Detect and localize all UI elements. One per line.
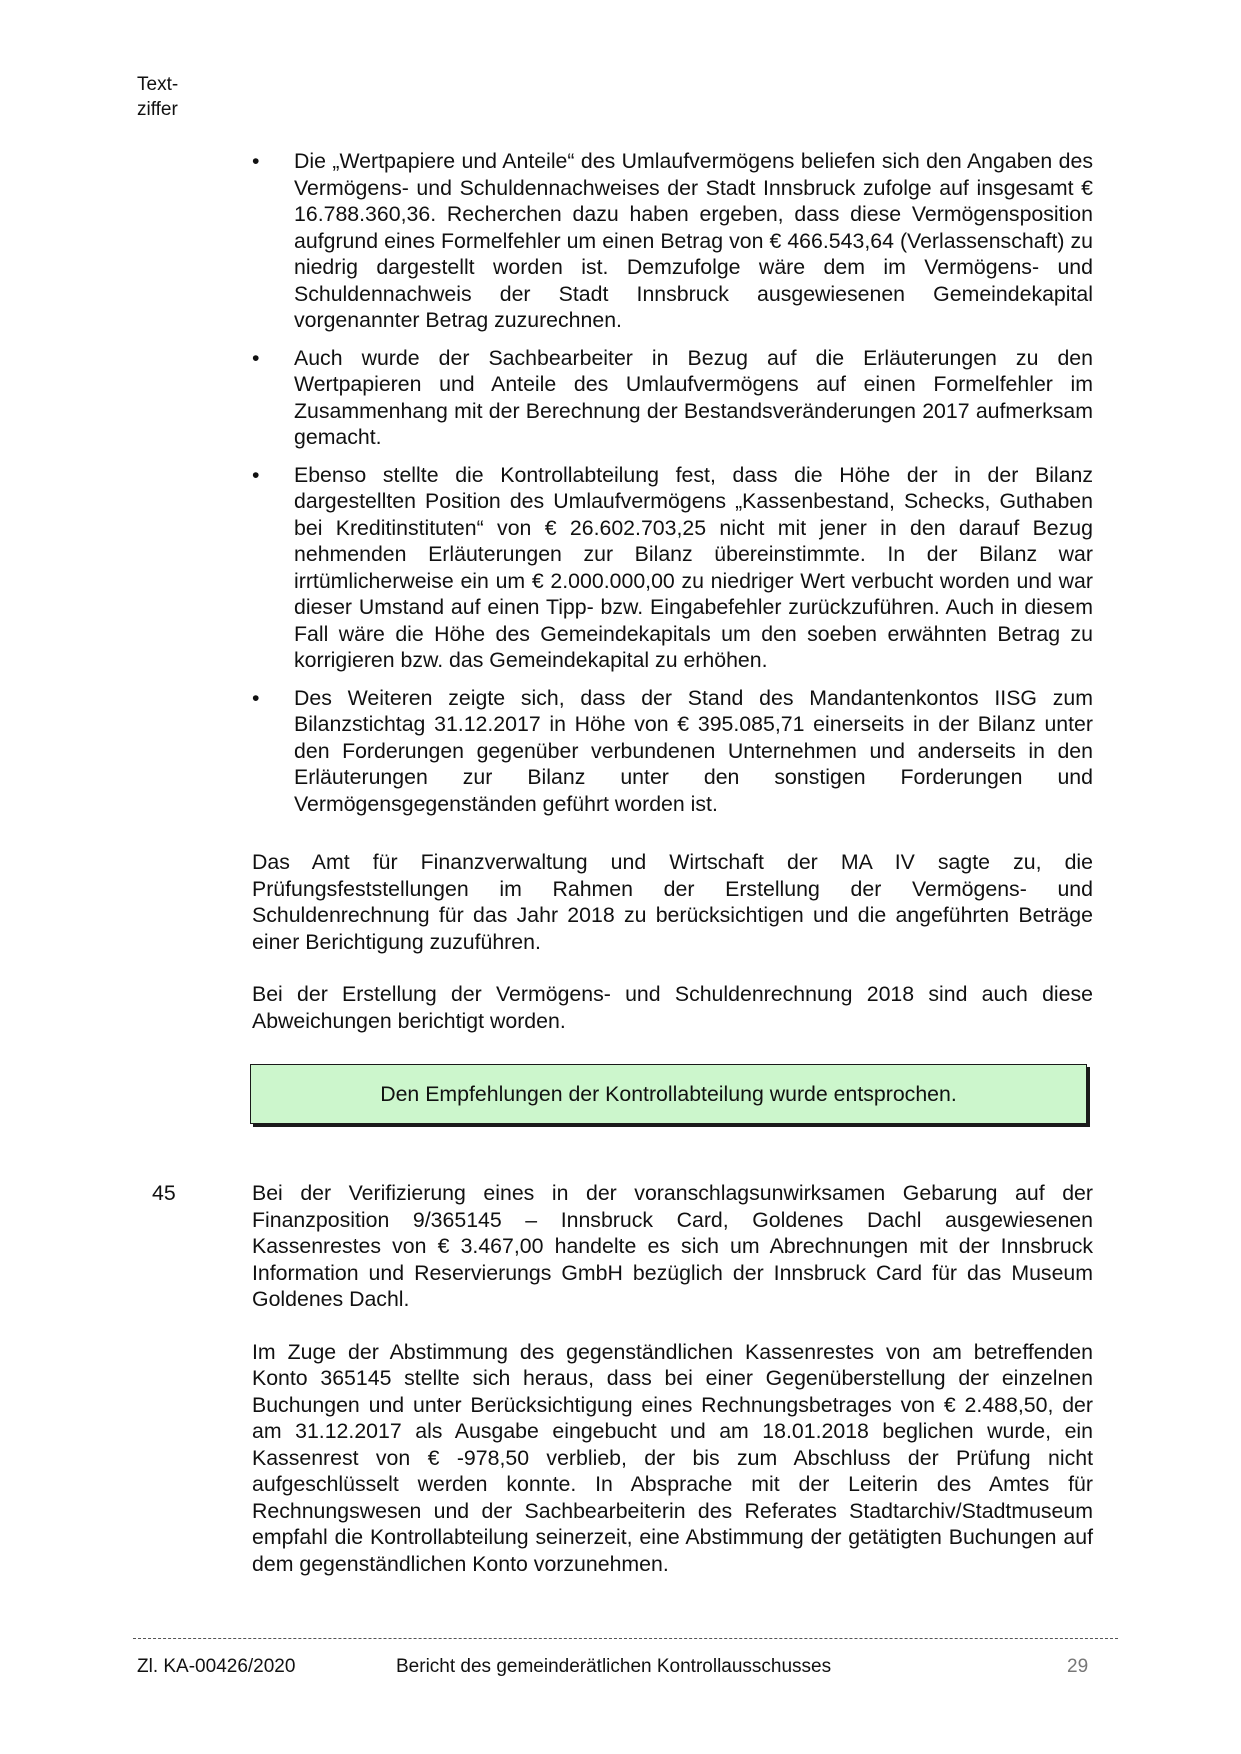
- footer-reference: Zl. KA-00426/2020: [137, 1656, 296, 1677]
- recommendation-callout-box: Den Empfehlungen der Kontrollabteilung wurde entsprochen.: [250, 1064, 1087, 1124]
- paragraph: Bei der Erstellung der Vermögens- und Schuldenrechnung 2018 sind auch diese Abweichungen berichtigt worden.: [252, 982, 1093, 1033]
- paragraph: Im Zuge der Abstimmung des gegenständlichen Kassenrestes von am betreffenden Konto 365145 stellte sich heraus, dass bei einer Gegenüberstellung der einzelnen Buchungen und unter Berücksichtigung eines Rechnungsbetrages von € 2.488,50, der am 31.12.2017 als Ausgabe eingebucht und am 18.01.2018 beglichen wurde, ein Kassenrest von € -978,50 verblieb, der bis zum Abschluss der Prüfung nicht aufgeschlüsselt werden konnte. In Absprache mit der Leiterin des Amtes für Rechnungswesen und der Sachbearbeiterin des Referates Stadtarchiv/Stadtmuseum empfahl die Kontrollabteilung seinerzeit, eine Abstimmung der getätigten Buchungen auf dem gegenständlichen Konto vorzunehmen.: [252, 1339, 1093, 1576]
- margin-label-textziffer: Text- ziffer: [137, 74, 179, 120]
- bullet-item: • Ebenso stellte die Kontrollabteilung fest, dass die Höhe der in der Bilanz dargestellten Position des Umlaufvermögens „Kassenbestand, Schecks, Guthaben bei Kreditinstituten“ von € 26.602.703,25 nicht mit jener in den darauf Bezug nehmenden Erläuterungen zur Bilanz übereinstimmte. In der Bilanz war irrtümlicherweise ein um € 2.000.000,00 zu niedriger Wert verbucht worden und war dieser Umstand auf einen Tipp- bzw. Eingabefehler zurückzuführen. Auch in diesem Fall wäre die Höhe des Gemeindekapitals um den soeben erwähnten Betrag zu korrigieren bzw. das Gemeindekapital zu erhöhen.: [252, 462, 1093, 674]
- footer-title: Bericht des gemeinderätlichen Kontrollausschusses: [396, 1656, 832, 1677]
- paragraphs-after-bullets: [252, 849, 1093, 1060]
- bullet-list: [252, 148, 1093, 828]
- page-number: 29: [1067, 1656, 1089, 1677]
- bullet-item: • Die „Wertpapiere und Anteile“ des Umlaufvermögens beliefen sich den Angaben des Vermögens- und Schuldennachweises der Stadt Innsbruck zufolge auf insgesamt € 16.788.360,36. Recherchen dazu haben ergeben, dass diese Vermögensposition aufgrund eines Formelfehler um einen Betrag von € 466.543,64 (Verlassenschaft) zu niedrig dargestellt worden ist. Demzufolge wäre dem im Vermögens- und Schuldennachweis der Stadt Innsbruck ausgewiesenen Gemeindekapital vorgenannter Betrag zuzurechnen.: [252, 148, 1093, 334]
- paragraph: Das Amt für Finanzverwaltung und Wirtschaft der MA IV sagte zu, die Prüfungsfeststellungen im Rahmen der Erstellung der Vermögens- und Schuldenrechnung für das Jahr 2018 zu berücksichtigen und die angeführten Beträge einer Berichtigung zuzuführen.: [252, 850, 1093, 954]
- bullet-item: • Des Weiteren zeigte sich, dass der Stand des Mandantenkontos IISG zum Bilanzstichtag 31.12.2017 in Höhe von € 395.085,71 einerseits in der Bilanz unter den Forderungen gegenüber verbundenen Unternehmen und anderseits in den Erläuterungen zur Bilanz unter den sonstigen Forderungen und Vermögensgegenständen geführt worden ist.: [252, 685, 1093, 818]
- section-45-body: [252, 1180, 1093, 1603]
- paragraph: Bei der Verifizierung eines in der voranschlagsunwirksamen Gebarung auf der Finanzposition 9/365145 – Innsbruck Card, Goldenes Dachl ausgewiesenen Kassenrestes von € 3.467,00 handelte es sich um Abrechnungen mit der Innsbruck Information und Reservierungs GmbH bezüglich der Innsbruck Card für das Museum Goldenes Dachl.: [252, 1181, 1093, 1311]
- textziffer-number: 45: [152, 1181, 176, 1205]
- footer-divider: [133, 1638, 1118, 1639]
- bullet-item: • Auch wurde der Sachbearbeiter in Bezug auf die Erläuterungen zu den Wertpapieren und Anteile des Umlaufvermögens auf einen Formelfehler im Zusammenhang mit der Berechnung der Bestandsveränderungen 2017 aufmerksam gemacht.: [252, 345, 1093, 451]
